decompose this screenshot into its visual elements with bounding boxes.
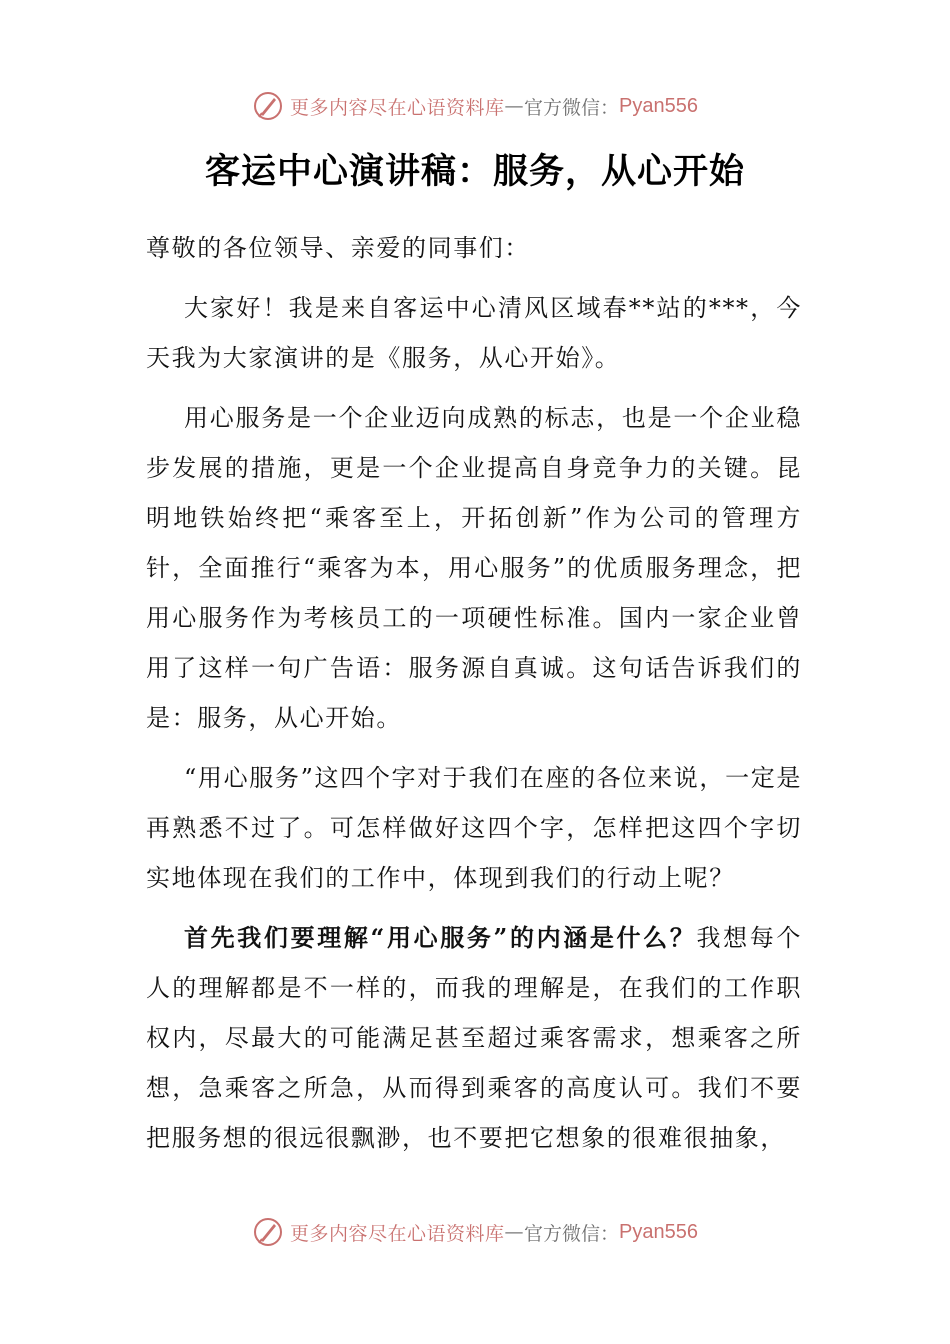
watermark-label: 官方微信： <box>524 96 620 119</box>
watermark-brand: 更多内容尽在心语资料库 <box>290 96 505 119</box>
salutation: 尊敬的各位领导、亲爱的同事们： <box>146 234 530 262</box>
watermark-wechat-id: Pyan556 <box>619 94 698 117</box>
watermark-wechat-id: Pyan556 <box>619 1220 698 1243</box>
paragraph-service-philosophy: 用心服务是一个企业迈向成熟的标志，也是一个企业稳步发展的措施，更是一个企业提高自身竞争力的关键。昆明地铁始终把“乘客至上，开拓创新”作为公司的管理方针，全面推行“乘客为本，用心服务”的优质服务理念，把用心服务作为考核员工的一项硬性标准。国内一家企业曾用了这样一句广告语：服务源自真诚。这句话告诉我们的是：服务，从心开始。 <box>146 404 802 732</box>
paragraph-question: “用心服务”这四个字对于我们在座的各位来说，一定是再熟悉不过了。可怎样做好这四个字，怎样把这四个字切实地体现在我们的工作中，体现到我们的行动上呢？ <box>146 764 802 892</box>
quill-pen-logo-icon <box>252 90 284 122</box>
paragraph-rest: 我想每个人的理解都是不一样的，而我的理解是，在我们的工作职权内，尽最大的可能满足甚至超过乘客需求，想乘客之所想，急乘客之所急，从而得到乘客的高度认可。我们不要把服务想的很远很飘渺，也不要把它想象的很难很抽象， <box>146 924 802 1152</box>
paragraph-understanding <box>146 913 802 1163</box>
document-body <box>146 223 802 1173</box>
quill-pen-logo-icon <box>252 1216 284 1248</box>
page-title: 客运中心演讲稿：服务，从心开始 <box>204 151 745 192</box>
watermark-dash: — <box>504 1221 525 1243</box>
paragraph-bold-lead: 首先我们要理解“用心服务”的内涵是什么？ <box>184 923 697 952</box>
watermark-dash: — <box>504 95 525 117</box>
footer-watermark <box>0 1212 950 1252</box>
header-watermark <box>0 86 950 126</box>
watermark-brand: 更多内容尽在心语资料库 <box>290 1222 505 1245</box>
paragraph-greeting: 大家好！我是来自客运中心清风区域春**站的***，今天我为大家演讲的是《服务，从心开始》。 <box>146 294 802 372</box>
watermark-label: 官方微信： <box>524 1222 620 1245</box>
